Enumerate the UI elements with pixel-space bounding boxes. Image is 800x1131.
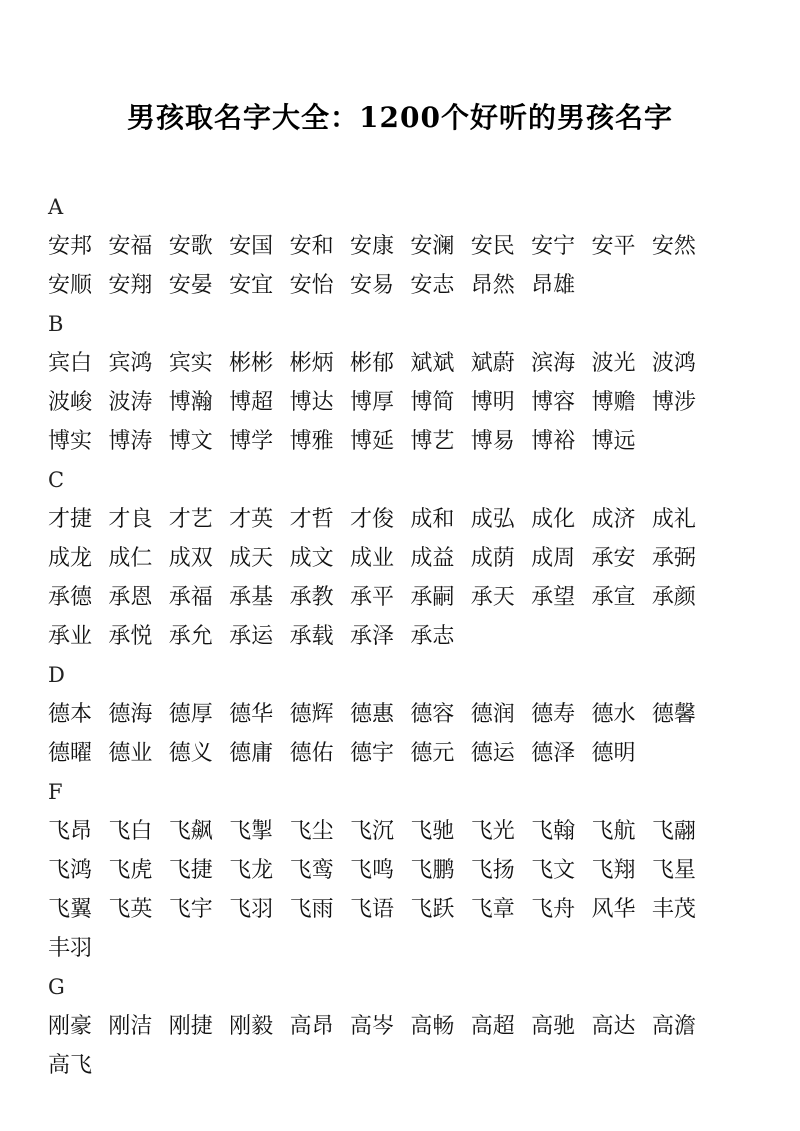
name-item: 博易: [470, 429, 515, 454]
name-item: 成弘: [470, 507, 515, 532]
name-item: 斌蔚: [470, 351, 515, 376]
name-item: 高昂: [289, 1014, 334, 1039]
name-item: 飞英: [108, 897, 153, 922]
name-item: 博简: [410, 390, 455, 415]
name-item: 刚豪: [48, 1014, 93, 1039]
name-item: 飞雨: [289, 897, 334, 922]
section-letter: F: [48, 780, 63, 804]
name-item: 飞光: [470, 819, 515, 844]
name-item: 承运: [229, 624, 274, 649]
name-item: 成荫: [470, 546, 515, 571]
name-item: 德义: [168, 741, 213, 766]
name-grid: [48, 344, 768, 461]
name-item: 飞虎: [108, 858, 153, 883]
name-item: 安邦: [48, 234, 93, 259]
name-item: 德寿: [531, 702, 576, 727]
name-item: 波峻: [48, 390, 93, 415]
name-item: 安康: [349, 234, 394, 259]
name-item: 波光: [591, 351, 636, 376]
name-item: 安民: [470, 234, 515, 259]
name-item: 成业: [349, 546, 394, 571]
name-list: [48, 188, 768, 1085]
name-item: 刚毅: [229, 1014, 274, 1039]
name-item: 成文: [289, 546, 334, 571]
name-item: 承允: [168, 624, 213, 649]
name-item: 飞鹏: [410, 858, 455, 883]
name-item: 安宁: [531, 234, 576, 259]
name-item: 承望: [531, 585, 576, 610]
name-item: 安志: [410, 273, 455, 298]
name-item: 才俊: [349, 507, 394, 532]
name-item: 才捷: [48, 507, 93, 532]
name-item: 成礼: [651, 507, 696, 532]
name-item: 安易: [349, 273, 394, 298]
name-item: 博赡: [591, 390, 636, 415]
name-item: 德容: [410, 702, 455, 727]
name-item: 飞文: [531, 858, 576, 883]
name-item: 博裕: [531, 429, 576, 454]
name-grid: [48, 812, 768, 968]
name-item: 德水: [591, 702, 636, 727]
name-item: 宾鸿: [108, 351, 153, 376]
name-item: 飞沉: [349, 819, 394, 844]
name-item: 博容: [531, 390, 576, 415]
name-item: 博涉: [651, 390, 696, 415]
name-item: 承悦: [108, 624, 153, 649]
name-item: 承恩: [108, 585, 153, 610]
name-item: 安澜: [410, 234, 455, 259]
section-g: [48, 968, 768, 1085]
name-item: 才哲: [289, 507, 334, 532]
section-letter: A: [48, 195, 64, 219]
name-item: 德宇: [349, 741, 394, 766]
name-item: 彬炳: [289, 351, 334, 376]
name-item: 安宜: [229, 273, 274, 298]
name-item: 高超: [470, 1014, 515, 1039]
name-item: 昂然: [470, 273, 515, 298]
name-item: 安顺: [48, 273, 93, 298]
name-grid: [48, 227, 768, 305]
name-item: 承嗣: [410, 585, 455, 610]
name-item: 高飞: [48, 1053, 93, 1078]
name-item: 宾实: [168, 351, 213, 376]
name-item: 德本: [48, 702, 93, 727]
name-item: 德庸: [229, 741, 274, 766]
name-item: 飞鸿: [48, 858, 93, 883]
name-item: 博艺: [410, 429, 455, 454]
name-item: 飞宇: [168, 897, 213, 922]
name-item: 飞章: [470, 897, 515, 922]
name-item: 德运: [470, 741, 515, 766]
name-item: 彬彬: [229, 351, 274, 376]
name-item: 成和: [410, 507, 455, 532]
name-item: 斌斌: [410, 351, 455, 376]
name-item: 丰羽: [48, 936, 93, 961]
name-item: 安平: [591, 234, 636, 259]
name-item: 博雅: [289, 429, 334, 454]
name-item: 承弼: [651, 546, 696, 571]
section-d: [48, 656, 768, 773]
name-item: 丰茂: [651, 897, 696, 922]
name-item: 刚洁: [108, 1014, 153, 1039]
name-item: 飞翔: [591, 858, 636, 883]
name-item: 承平: [349, 585, 394, 610]
name-item: 成天: [229, 546, 274, 571]
name-item: 飞龙: [229, 858, 274, 883]
name-item: 飞语: [349, 897, 394, 922]
name-item: 德厚: [168, 702, 213, 727]
name-item: 承基: [229, 585, 274, 610]
section-letter: C: [48, 468, 65, 492]
name-item: 博厚: [349, 390, 394, 415]
name-item: 安然: [651, 234, 696, 259]
name-item: 成济: [591, 507, 636, 532]
name-item: 博明: [470, 390, 515, 415]
name-item: 成双: [168, 546, 213, 571]
name-item: 德辉: [289, 702, 334, 727]
section-b: [48, 305, 768, 461]
name-item: 飞驰: [410, 819, 455, 844]
name-item: 安翔: [108, 273, 153, 298]
name-item: 成化: [531, 507, 576, 532]
section-letter: D: [48, 663, 65, 687]
name-item: 高达: [591, 1014, 636, 1039]
name-item: 飞扬: [470, 858, 515, 883]
name-item: 德曜: [48, 741, 93, 766]
name-item: 高岑: [349, 1014, 394, 1039]
section-letter: B: [48, 312, 64, 336]
name-item: 承安: [591, 546, 636, 571]
name-item: 德润: [470, 702, 515, 727]
name-item: 飞白: [108, 819, 153, 844]
name-item: 德馨: [651, 702, 696, 727]
name-item: 飞舟: [531, 897, 576, 922]
name-item: 成仁: [108, 546, 153, 571]
name-item: 飞航: [591, 819, 636, 844]
name-item: 飞掣: [229, 819, 274, 844]
name-item: 德华: [229, 702, 274, 727]
name-item: 飞捷: [168, 858, 213, 883]
name-item: 德海: [108, 702, 153, 727]
name-item: 德业: [108, 741, 153, 766]
name-item: 博涛: [108, 429, 153, 454]
name-item: 飞羽: [229, 897, 274, 922]
name-item: 才良: [108, 507, 153, 532]
name-item: 承福: [168, 585, 213, 610]
name-grid: [48, 1007, 768, 1085]
name-item: 高畅: [410, 1014, 455, 1039]
section-a: [48, 188, 768, 305]
name-item: 安怡: [289, 273, 334, 298]
name-item: 波涛: [108, 390, 153, 415]
name-item: 德明: [591, 741, 636, 766]
name-grid: [48, 695, 768, 773]
name-item: 波鸿: [651, 351, 696, 376]
name-item: 博达: [289, 390, 334, 415]
name-item: 高驰: [531, 1014, 576, 1039]
name-item: 飞鸣: [349, 858, 394, 883]
name-item: 承颜: [651, 585, 696, 610]
name-item: 飞跃: [410, 897, 455, 922]
section-c: [48, 461, 768, 656]
name-item: 德惠: [349, 702, 394, 727]
name-item: 飞翮: [651, 819, 696, 844]
name-item: 承业: [48, 624, 93, 649]
name-item: 风华: [591, 897, 636, 922]
name-item: 宾白: [48, 351, 93, 376]
name-item: 承德: [48, 585, 93, 610]
name-item: 博实: [48, 429, 93, 454]
section-letter: G: [48, 975, 65, 999]
name-item: 飞翰: [531, 819, 576, 844]
name-item: 承教: [289, 585, 334, 610]
name-item: 安福: [108, 234, 153, 259]
name-item: 承泽: [349, 624, 394, 649]
name-item: 飞飙: [168, 819, 213, 844]
name-item: 高澹: [651, 1014, 696, 1039]
name-grid: [48, 500, 768, 656]
name-item: 滨海: [531, 351, 576, 376]
name-item: 才艺: [168, 507, 213, 532]
name-item: 飞鸾: [289, 858, 334, 883]
name-item: 飞星: [651, 858, 696, 883]
name-item: 安和: [289, 234, 334, 259]
name-item: 博延: [349, 429, 394, 454]
name-item: 飞翼: [48, 897, 93, 922]
name-item: 博文: [168, 429, 213, 454]
name-item: 安歌: [168, 234, 213, 259]
name-item: 才英: [229, 507, 274, 532]
name-item: 彬郁: [349, 351, 394, 376]
name-item: 博超: [229, 390, 274, 415]
name-item: 飞昂: [48, 819, 93, 844]
name-item: 德泽: [531, 741, 576, 766]
name-item: 安晏: [168, 273, 213, 298]
name-item: 刚捷: [168, 1014, 213, 1039]
document-title: 男孩取名字大全：1200个好听的男孩名字: [127, 101, 673, 134]
name-item: 承天: [470, 585, 515, 610]
name-item: 博瀚: [168, 390, 213, 415]
name-item: 承志: [410, 624, 455, 649]
name-item: 博学: [229, 429, 274, 454]
name-item: 安国: [229, 234, 274, 259]
name-item: 飞尘: [289, 819, 334, 844]
name-item: 成周: [531, 546, 576, 571]
name-item: 承载: [289, 624, 334, 649]
name-item: 成龙: [48, 546, 93, 571]
name-item: 成益: [410, 546, 455, 571]
name-item: 昂雄: [531, 273, 576, 298]
name-item: 承宣: [591, 585, 636, 610]
section-f: [48, 773, 768, 968]
name-item: 博远: [591, 429, 636, 454]
name-item: 德元: [410, 741, 455, 766]
name-item: 德佑: [289, 741, 334, 766]
